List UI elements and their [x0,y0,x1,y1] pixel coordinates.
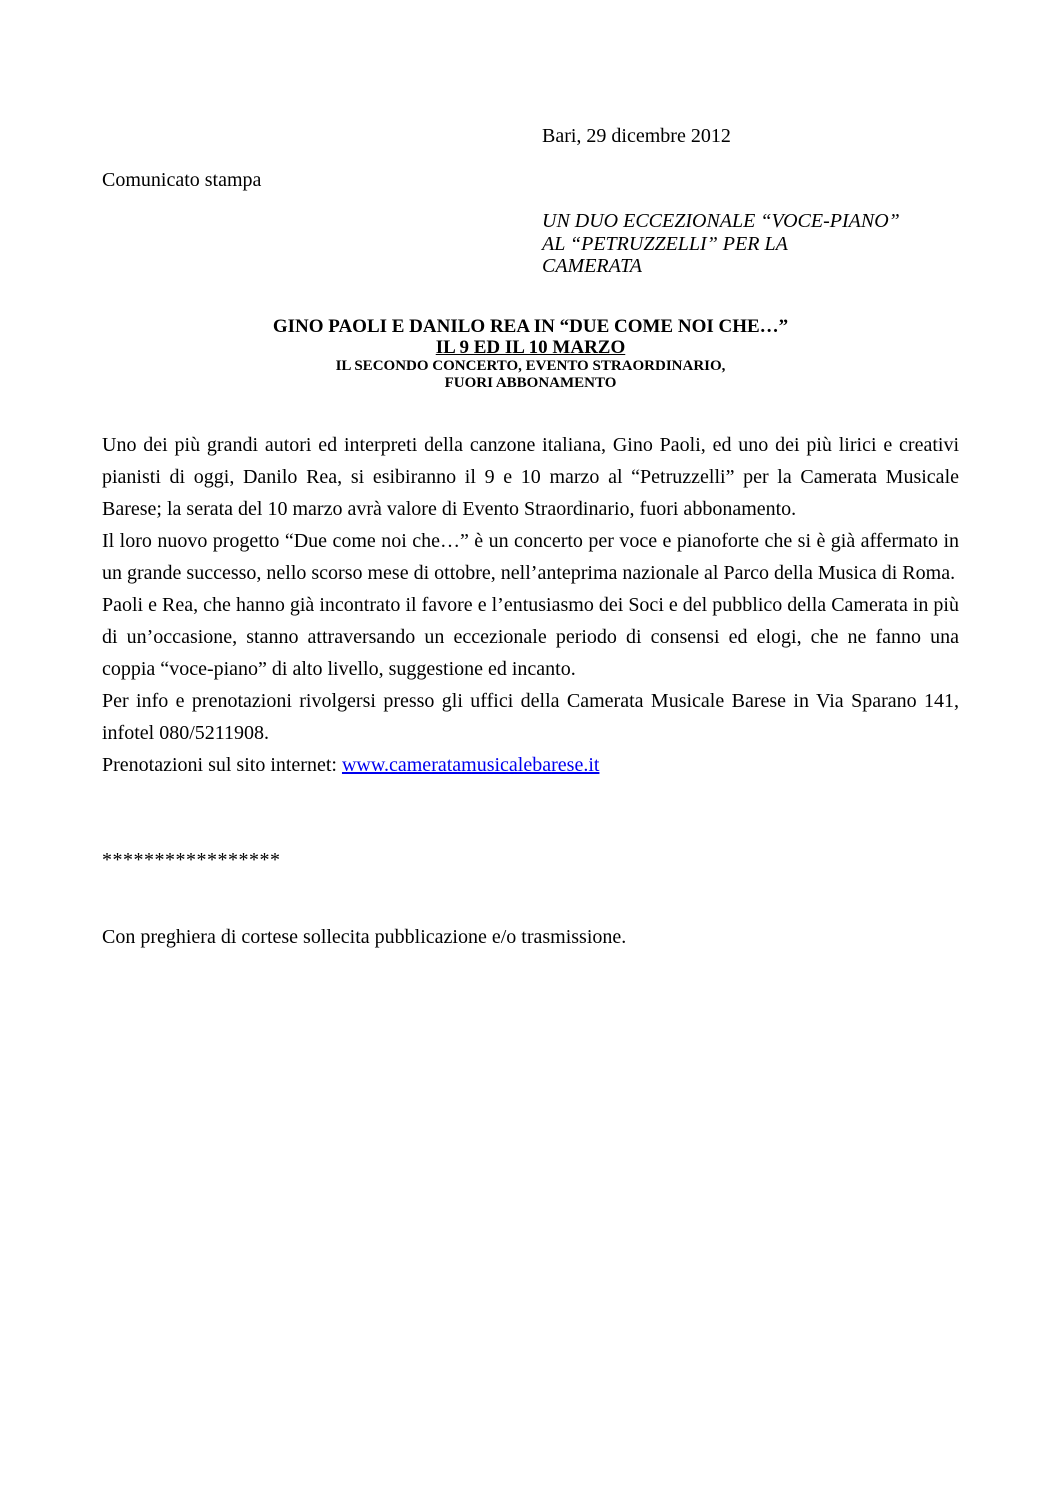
subtitle-line-3: CAMERATA [542,255,642,277]
headline-title: GINO PAOLI E DANILO REA IN “DUE COME NOI CHE…” [272,316,789,337]
subtitle-line-2: AL “PETRUZZELLI” PER LA [542,232,788,255]
subtitle-line-1: UN DUO ECCEZIONALE “VOCE-PIANO” [542,210,900,232]
subtitle-block [542,210,942,278]
body-text [102,429,959,781]
headline-subline-2: FUORI ABBONAMENTO [444,375,617,391]
document-type: Comunicato stampa [102,169,262,191]
website-link[interactable]: www.cameratamusicalebarese.it [341,754,600,776]
paragraph-3: Paoli e Rea, che hanno già incontrato il favore e l’entusiasmo dei Soci e del pubblico della Camerata in più di un’occasione, stanno attraversando un eccezionale periodo di consensi ed elogi, che ne fanno una coppia “voce-piano” di alto livello, suggestione ed incanto. [102,594,959,680]
separator-stars: ***************** [102,849,281,871]
date-line: Bari, 29 dicembre 2012 [542,125,731,147]
headline-dates: IL 9 ED IL 10 MARZO [435,337,626,358]
paragraph-5 [102,749,959,781]
paragraph-1: Uno dei più grandi autori ed interpreti della canzone italiana, Gino Paoli, ed uno dei più lirici e creativi pianisti di oggi, Danilo Rea, si esibiranno il 9 e 10 marzo al “Petruzzelli” per la Camerata Musicale Barese; la serata del 10 marzo avrà valore di Evento Straordinario, fuori abbonamento. [102,434,959,520]
paragraph-2: Il loro nuovo progetto “Due come noi che…” è un concerto per voce e pianoforte che si è già affermato in un grande successo, nello scorso mese di ottobre, nell’anteprima nazionale al Parco della Musica di Roma. [102,530,959,584]
booking-label: Prenotazioni sul sito internet: [102,754,342,776]
headline-subline-1: IL SECONDO CONCERTO, EVENTO STRAORDINARIO, [335,358,726,374]
closing-line: Con preghiera di cortese sollecita pubblicazione e/o trasmissione. [102,926,627,948]
paragraph-4: Per info e prenotazioni rivolgersi presso gli uffici della Camerata Musicale Barese in Via Sparano 141, infotel 080/5211908. [102,690,959,744]
headline-block [102,316,959,392]
